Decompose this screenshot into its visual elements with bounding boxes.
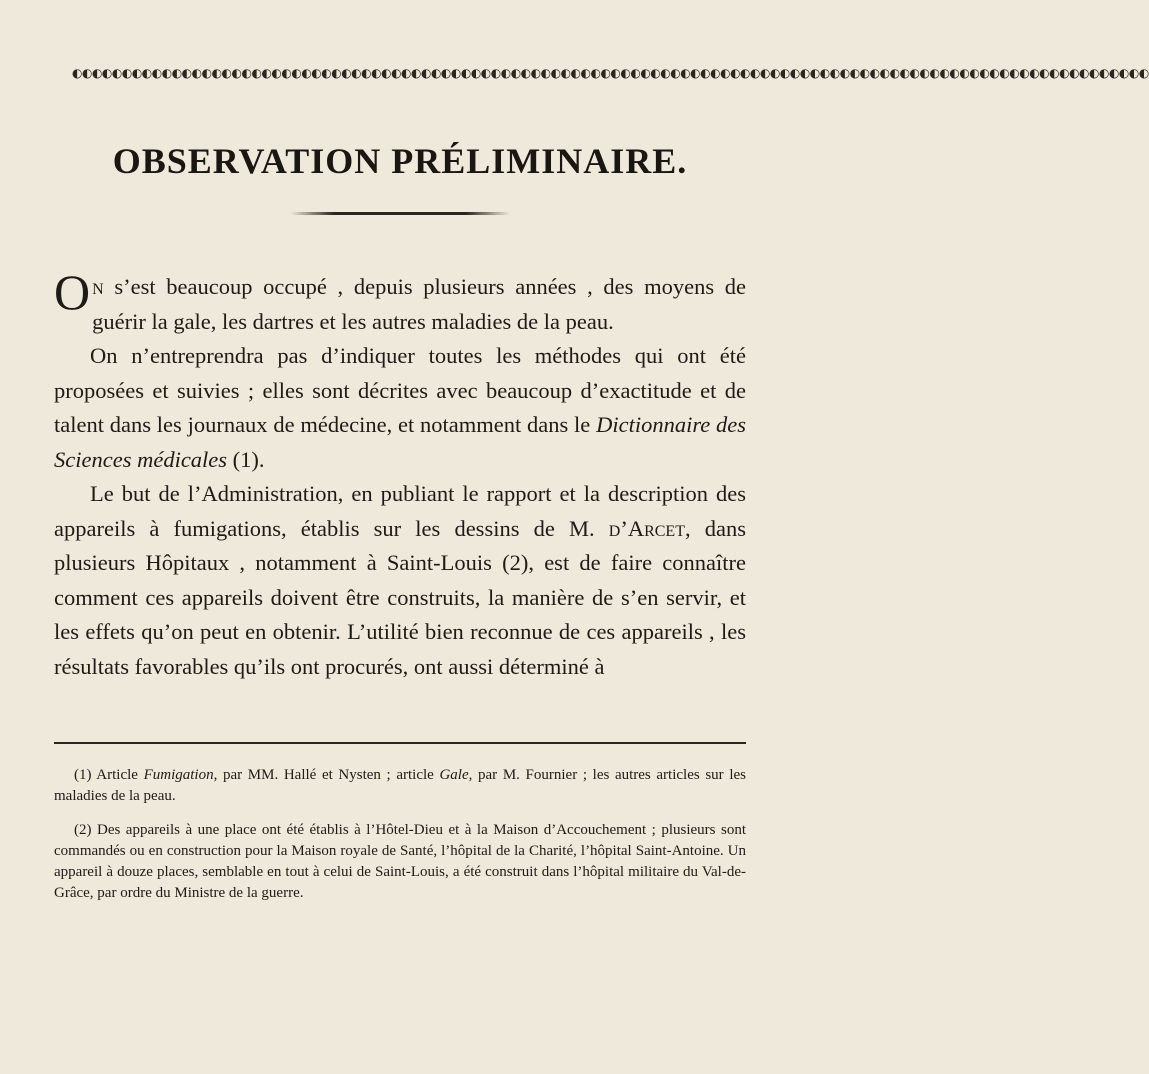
- page-title: OBSERVATION PRÉLIMINAIRE.: [112, 141, 688, 181]
- drop-cap-continuation: n: [92, 274, 104, 299]
- footnote-1: [54, 765, 746, 807]
- title-rule: [290, 212, 510, 215]
- footnote-1-c: , par M. Fournier ; les autres articles sur les maladies de la peau.: [54, 767, 746, 804]
- paragraph-3-text-b: , dans plusieurs Hôpitaux , notamment à Saint-Louis (2), est de faire connaître comment ces appareils doivent être construits, la manière de s’en servir, et les effets qu’on peut en obtenir. L’utilité bien reconnue de ces appareils , les résultats favorables qu’ils ont procurés, ont aussi déterminé à: [54, 515, 746, 679]
- paragraph-3-text-a: Le but de l’Administration, en publiant le rapport et la description des appareils à fumigations, établis sur les dessins de M.: [54, 481, 746, 541]
- drop-cap: O: [54, 264, 91, 320]
- paragraph-2: [54, 339, 746, 477]
- paragraph-1: [54, 264, 746, 339]
- body-text: [54, 264, 747, 684]
- paragraph-2-text-b: (1).: [227, 446, 265, 472]
- header-ornament: ◐◐◐◐◐◐◐◐◐◐◐◐◐◐◐◐◐◐◐◐◐◐◐◐◐◐◐◐◐◐◐◐◐◐◐◐◐◐◐◐◐◐◐◐◐◐◐◐◐◐◐◐◐◐◐◐◐◐◐◐◐◐◐◐◐◐◐◐◐◐◐◐◐◐◐◐◐◐◐◐◐◐◐◐◐◐◐◐◐◐◐◐◐◐◐◐◐◐◐◐◐◐◐◐◐◐◐◐: [72, 66, 1149, 80]
- paragraph-2-text-a: On n’entreprendra pas d’indiquer toutes les méthodes qui ont été proposées et suivies ; elles sont décrites avec beaucoup d’exactitude et de talent dans les journaux de médecine, et notamment dans le: [54, 343, 746, 437]
- paragraph-1-text: s’est beaucoup occupé , depuis plusieurs années , des moyens de guérir la gale, les dartres et les autres maladies de la peau.: [92, 274, 746, 334]
- footnote-1-italic-2: Gale: [439, 767, 469, 783]
- footnote-1-a: (1) Article: [74, 767, 144, 783]
- paragraph-3: [54, 477, 746, 684]
- dictionary-title: Dictionnaire des Sciences médicales: [54, 412, 747, 472]
- footnotes: [54, 765, 746, 917]
- footnote-rule: [54, 742, 746, 744]
- footnote-1-b: , par MM. Hallé et Nysten ; article: [213, 767, 440, 783]
- footnote-2: (2) Des appareils à une place ont été établis à l’Hôtel-Dieu et à la Maison d’Accouchement ; plusieurs sont commandés ou en construction pour la Maison royale de Santé, l’hôpital de la Charité, l’hôpital Saint-Antoine. Un appareil à douze places, semblable en tout à celui de Saint-Louis, a été construit dans l’hôpital militaire du Val-de-Grâce, par ordre du Ministre de la guerre.: [54, 822, 746, 901]
- author-name: d’Arcet: [608, 515, 685, 541]
- footnote-1-italic-1: Fumigation: [143, 767, 214, 783]
